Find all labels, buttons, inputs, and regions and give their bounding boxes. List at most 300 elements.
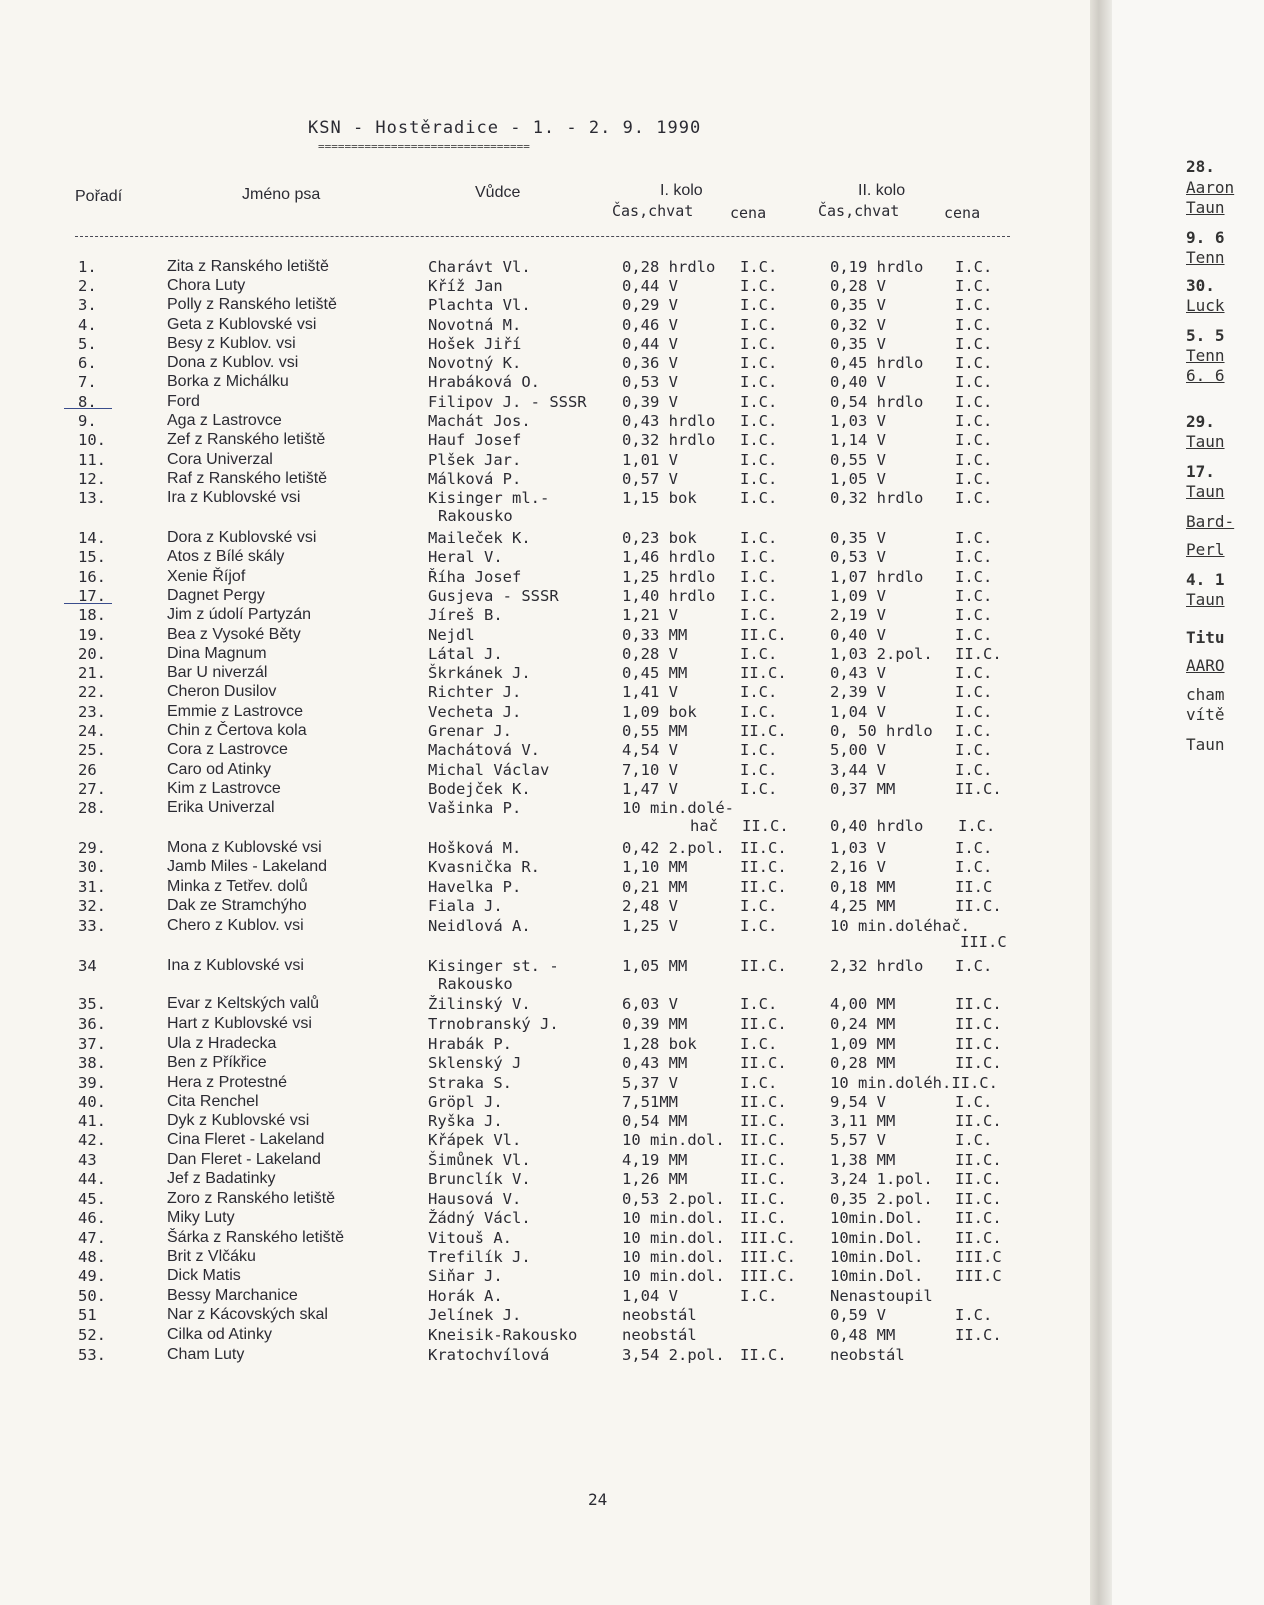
table-row bbox=[0, 1325, 1090, 1345]
rank: 20. bbox=[78, 645, 106, 663]
round1-time: 1,40 hrdlo bbox=[622, 587, 716, 605]
round2-time: 0,53 V bbox=[830, 548, 886, 566]
adjacent-page-text: 9. 6 bbox=[1186, 228, 1225, 247]
adjacent-page-text: Aaron bbox=[1186, 178, 1235, 197]
table-row bbox=[0, 353, 1090, 373]
round1-time: 10 min.dol. bbox=[622, 1248, 725, 1266]
handler-name: Plšek Jar. bbox=[428, 451, 522, 469]
round1-time: 0,33 MM bbox=[622, 626, 688, 644]
rank: 18. bbox=[78, 606, 106, 624]
handler-name: Vitouš A. bbox=[428, 1229, 512, 1247]
row-13-handler-cont: Rakousko bbox=[438, 507, 513, 525]
rank: 53. bbox=[78, 1346, 106, 1364]
round1-time: 0,39 MM bbox=[622, 1015, 688, 1033]
table-row bbox=[0, 1150, 1090, 1170]
row-28-p1-cont: II.C. bbox=[742, 817, 789, 835]
dog-name: Borka z Michálku bbox=[167, 373, 289, 390]
table-row bbox=[0, 1111, 1090, 1131]
table-row bbox=[0, 1228, 1090, 1248]
handler-name: Jelínek J. bbox=[428, 1306, 522, 1324]
round2-time: 4,00 MM bbox=[830, 995, 896, 1013]
dog-name: Cita Renchel bbox=[167, 1093, 259, 1110]
round1-time: 0,32 hrdlo bbox=[622, 431, 716, 449]
round1-time: 0,55 MM bbox=[622, 722, 688, 740]
title-underline: ================================ bbox=[318, 140, 530, 153]
table-row bbox=[0, 1073, 1090, 1093]
round1-prize: I.C. bbox=[740, 451, 778, 469]
table-row bbox=[0, 625, 1090, 645]
dog-name: Raf z Ranského letiště bbox=[167, 470, 328, 487]
round1-prize: I.C. bbox=[740, 489, 778, 507]
dog-name: Zef z Ranského letiště bbox=[167, 431, 326, 448]
round2-prize: I.C. bbox=[955, 858, 993, 876]
round1-prize: III.C. bbox=[740, 1248, 796, 1266]
handler-name: Fiala J. bbox=[428, 897, 503, 915]
round1-prize: II.C. bbox=[740, 1054, 787, 1072]
rank: 10. bbox=[78, 431, 106, 449]
round2-time: 9,54 V bbox=[830, 1093, 886, 1111]
dog-name: Cora Univerzal bbox=[167, 451, 273, 468]
round1-time: 0,23 bok bbox=[622, 529, 697, 547]
adjacent-page-text: Taun bbox=[1186, 590, 1225, 609]
handler-name: Hošková M. bbox=[428, 839, 522, 857]
round1-prize: I.C. bbox=[740, 995, 778, 1013]
table-row bbox=[0, 1266, 1090, 1286]
dog-name: Cora z Lastrovce bbox=[167, 741, 288, 758]
round2-prize: II.C. bbox=[955, 1190, 1002, 1208]
round1-prize: II.C. bbox=[740, 1151, 787, 1169]
dog-name: Aga z Lastrovce bbox=[167, 412, 282, 429]
round1-prize: II.C. bbox=[740, 1209, 787, 1227]
adjacent-page-text: 30. bbox=[1186, 276, 1215, 295]
handler-name: Machát Jos. bbox=[428, 412, 531, 430]
round2-time: 2,39 V bbox=[830, 683, 886, 701]
round1-prize: II.C. bbox=[740, 1190, 787, 1208]
handler-name: Hauf Josef bbox=[428, 431, 522, 449]
handler-name: Hrabáková O. bbox=[428, 373, 540, 391]
adjacent-page-text: Tenn bbox=[1186, 248, 1225, 267]
table-row bbox=[0, 1208, 1090, 1228]
handler-name: Ryška J. bbox=[428, 1112, 503, 1130]
handler-name: Nejdl bbox=[428, 626, 475, 644]
round1-time: 4,54 V bbox=[622, 741, 678, 759]
round2-time: 0,28 V bbox=[830, 277, 886, 295]
dog-name: Geta z Kublovské vsi bbox=[167, 316, 317, 333]
header-cena1: cena bbox=[730, 204, 767, 222]
round2-prize: I.C. bbox=[955, 683, 993, 701]
rank: 47. bbox=[78, 1229, 106, 1247]
round2-prize: I.C. bbox=[955, 258, 993, 276]
table-row bbox=[0, 1286, 1090, 1306]
table-row bbox=[0, 276, 1090, 296]
book-gutter bbox=[1090, 0, 1112, 1605]
round1-time: 0,43 hrdlo bbox=[622, 412, 716, 430]
round2-prize: I.C. bbox=[955, 451, 993, 469]
rank: 21. bbox=[78, 664, 106, 682]
dog-name: Ford bbox=[167, 393, 200, 410]
rank: 24. bbox=[78, 722, 106, 740]
round1-prize: I.C. bbox=[740, 606, 778, 624]
round2-time: 10 min.doléhač. bbox=[830, 917, 970, 935]
rank: 2. bbox=[78, 277, 97, 295]
round2-prize: II.C. bbox=[955, 1326, 1002, 1344]
table-row bbox=[0, 663, 1090, 683]
dog-name: Jim z údolí Partyzán bbox=[167, 606, 312, 623]
round2-prize: I.C. bbox=[955, 412, 993, 430]
rank: 11. bbox=[78, 451, 106, 469]
rank: 13. bbox=[78, 489, 106, 507]
rank: 31. bbox=[78, 878, 106, 896]
handler-name: Křápek Vl. bbox=[428, 1131, 522, 1149]
handler-name: Žilinský V. bbox=[428, 995, 531, 1013]
handler-name: Kisinger ml.- bbox=[428, 489, 550, 507]
round2-prize: I.C. bbox=[955, 703, 993, 721]
round2-time: 1,03 2.pol. bbox=[830, 645, 933, 663]
round2-time: 10 min.doléh.II.C. bbox=[830, 1074, 998, 1092]
dog-name: Hart z Kublovské vsi bbox=[167, 1015, 312, 1032]
rank: 50. bbox=[78, 1287, 106, 1305]
table-row bbox=[0, 916, 1090, 936]
round2-time: 0,32 V bbox=[830, 316, 886, 334]
header-cas2: Čas,chvat bbox=[818, 202, 900, 220]
round1-time: 1,28 bok bbox=[622, 1035, 697, 1053]
table-row bbox=[0, 488, 1090, 508]
dog-name: Dak ze Stramchýho bbox=[167, 897, 307, 914]
round2-time: 1,03 V bbox=[830, 839, 886, 857]
round2-prize: I.C. bbox=[955, 393, 993, 411]
round2-prize: I.C. bbox=[955, 489, 993, 507]
rank: 44. bbox=[78, 1170, 106, 1188]
round2-prize: II.C. bbox=[955, 1035, 1002, 1053]
rank: 45. bbox=[78, 1190, 106, 1208]
handler-name: Sklenský J bbox=[428, 1054, 522, 1072]
round1-prize: II.C. bbox=[740, 1131, 787, 1149]
dog-name: Chin z Čertova kola bbox=[167, 722, 307, 739]
handler-name: Gusjeva - SSSR bbox=[428, 587, 559, 605]
round1-time: 0,28 hrdlo bbox=[622, 258, 716, 276]
round1-time: 1,26 MM bbox=[622, 1170, 688, 1188]
round2-prize: II.C. bbox=[955, 995, 1002, 1013]
handler-name: Maileček K. bbox=[428, 529, 531, 547]
round1-prize: II.C. bbox=[740, 878, 787, 896]
round1-prize: I.C. bbox=[740, 393, 778, 411]
handler-name: Hausová V. bbox=[428, 1190, 522, 1208]
dog-name: Ben z Příkřice bbox=[167, 1054, 267, 1071]
table-row bbox=[0, 1130, 1090, 1150]
dog-name: Nar z Kácovských skal bbox=[167, 1306, 328, 1323]
round2-prize: III.C bbox=[955, 1267, 1002, 1285]
round1-prize: II.C. bbox=[740, 722, 787, 740]
round1-prize: I.C. bbox=[740, 897, 778, 915]
dog-name: Zita z Ranského letiště bbox=[167, 258, 329, 275]
table-row bbox=[0, 567, 1090, 587]
round2-time: Nenastoupil bbox=[830, 1287, 933, 1305]
round2-prize: I.C. bbox=[955, 606, 993, 624]
header-cena2: cena bbox=[944, 204, 981, 222]
round2-time: 10min.Dol. bbox=[830, 1267, 924, 1285]
round1-time: 1,25 V bbox=[622, 917, 678, 935]
table-row bbox=[0, 469, 1090, 489]
round1-prize: I.C. bbox=[740, 761, 778, 779]
round2-time: 2,19 V bbox=[830, 606, 886, 624]
round1-time: 7,10 V bbox=[622, 761, 678, 779]
rank: 27. bbox=[78, 780, 106, 798]
round1-time: 0,39 V bbox=[622, 393, 678, 411]
round2-prize: I.C. bbox=[955, 1093, 993, 1111]
rank: 30. bbox=[78, 858, 106, 876]
dog-name: Dagnet Pergy bbox=[167, 587, 265, 604]
table-row bbox=[0, 740, 1090, 760]
dog-name: Miky Luty bbox=[167, 1209, 235, 1226]
round1-prize: I.C. bbox=[740, 683, 778, 701]
round2-prize: II.C. bbox=[955, 1015, 1002, 1033]
dog-name: Xenie Říjof bbox=[167, 568, 246, 585]
dog-name: Brit z Vlčáku bbox=[167, 1248, 256, 1265]
table-row bbox=[0, 1034, 1090, 1054]
table-row bbox=[0, 760, 1090, 780]
handler-name: Kneisik-Rakousko bbox=[428, 1326, 578, 1344]
round1-time: 0,29 V bbox=[622, 296, 678, 314]
dog-name: Dona z Kublov. vsi bbox=[167, 354, 299, 371]
table-row bbox=[0, 1345, 1090, 1365]
rank: 41. bbox=[78, 1112, 106, 1130]
round2-prize: II.C. bbox=[955, 1151, 1002, 1169]
rank: 6. bbox=[78, 354, 97, 372]
adjacent-page-text: Luck bbox=[1186, 296, 1225, 315]
round1-time: 1,41 V bbox=[622, 683, 678, 701]
round1-time: 0,53 2.pol. bbox=[622, 1190, 725, 1208]
round2-prize: I.C. bbox=[955, 839, 993, 857]
dog-name: Ira z Kublovské vsi bbox=[167, 489, 301, 506]
round2-prize: II.C. bbox=[955, 1229, 1002, 1247]
pen-mark-17 bbox=[64, 603, 112, 604]
table-row bbox=[0, 877, 1090, 897]
round1-time: 0,57 V bbox=[622, 470, 678, 488]
dog-name: Jamb Miles - Lakeland bbox=[167, 858, 328, 875]
rank: 4. bbox=[78, 316, 97, 334]
round2-time: 3,11 MM bbox=[830, 1112, 896, 1130]
round2-time: 10min.Dol. bbox=[830, 1229, 924, 1247]
round2-prize: II.C bbox=[955, 878, 993, 896]
table-row bbox=[0, 586, 1090, 606]
round2-time: 0,35 V bbox=[830, 296, 886, 314]
round2-time: 5,57 V bbox=[830, 1131, 886, 1149]
round2-time: 10min.Dol. bbox=[830, 1209, 924, 1227]
round2-prize: I.C. bbox=[955, 470, 993, 488]
rank: 43 bbox=[78, 1151, 97, 1169]
round2-prize: I.C. bbox=[955, 1131, 993, 1149]
round1-time: 0,21 MM bbox=[622, 878, 688, 896]
handler-name: Šimůnek Vl. bbox=[428, 1151, 531, 1169]
round1-prize: I.C. bbox=[740, 780, 778, 798]
round2-time: 1,38 MM bbox=[830, 1151, 896, 1169]
round1-time: 0,28 V bbox=[622, 645, 678, 663]
round2-prize: I.C. bbox=[955, 1306, 993, 1324]
round2-time: 3,44 V bbox=[830, 761, 886, 779]
handler-name: Kisinger st. - bbox=[428, 957, 559, 975]
dog-name: Erika Univerzal bbox=[167, 799, 275, 816]
round1-time: 0,54 MM bbox=[622, 1112, 688, 1130]
table-row bbox=[0, 547, 1090, 567]
round2-prize: I.C. bbox=[955, 587, 993, 605]
round2-time: 10min.Dol. bbox=[830, 1248, 924, 1266]
round1-prize: I.C. bbox=[740, 1035, 778, 1053]
round1-time: 5,37 V bbox=[622, 1074, 678, 1092]
rank: 7. bbox=[78, 373, 97, 391]
round1-time: 10 min.dol. bbox=[622, 1229, 725, 1247]
round2-prize: II.C. bbox=[955, 1209, 1002, 1227]
round2-time: 1,14 V bbox=[830, 431, 886, 449]
round1-prize: I.C. bbox=[740, 258, 778, 276]
dog-name: Cilka od Atinky bbox=[167, 1326, 272, 1343]
dog-name: Mona z Kublovské vsi bbox=[167, 839, 322, 856]
table-row bbox=[0, 798, 1090, 818]
handler-name: Škrkánek J. bbox=[428, 664, 531, 682]
rank: 37. bbox=[78, 1035, 106, 1053]
rank: 48. bbox=[78, 1248, 106, 1266]
round1-prize: II.C. bbox=[740, 839, 787, 857]
rank: 33. bbox=[78, 917, 106, 935]
handler-name: Hrabák P. bbox=[428, 1035, 512, 1053]
table-row bbox=[0, 956, 1090, 976]
round2-time: 3,24 1.pol. bbox=[830, 1170, 933, 1188]
rank: 8. bbox=[78, 393, 97, 411]
handler-name: Filipov J. - SSSR bbox=[428, 393, 587, 411]
round1-prize: III.C. bbox=[740, 1229, 796, 1247]
dog-name: Bar U niverzál bbox=[167, 664, 268, 681]
round1-prize: I.C. bbox=[740, 529, 778, 547]
handler-name: Charávt Vl. bbox=[428, 258, 531, 276]
round2-time: 0,35 2.pol. bbox=[830, 1190, 933, 1208]
round2-time: 5,00 V bbox=[830, 741, 886, 759]
handler-name: Látal J. bbox=[428, 645, 503, 663]
handler-name: Říha Josef bbox=[428, 568, 522, 586]
handler-name: Jíreš B. bbox=[428, 606, 503, 624]
table-row bbox=[0, 1092, 1090, 1112]
adjacent-page-text: Taun bbox=[1186, 482, 1225, 501]
rank: 19. bbox=[78, 626, 106, 644]
rank: 52. bbox=[78, 1326, 106, 1344]
rank: 1. bbox=[78, 258, 97, 276]
round2-prize: I.C. bbox=[955, 431, 993, 449]
table-row bbox=[0, 334, 1090, 354]
round1-prize: I.C. bbox=[740, 548, 778, 566]
round1-prize: I.C. bbox=[740, 412, 778, 430]
dog-name: Dyk z Kublovské vsi bbox=[167, 1112, 310, 1129]
round1-prize: I.C. bbox=[740, 296, 778, 314]
handler-name: Málková P. bbox=[428, 470, 522, 488]
table-row bbox=[0, 644, 1090, 664]
round1-time: neobstál bbox=[622, 1306, 697, 1324]
round1-prize: I.C. bbox=[740, 568, 778, 586]
handler-name: Grenar J. bbox=[428, 722, 512, 740]
dog-name: Cheron Dusilov bbox=[167, 683, 277, 700]
dog-name: Bessy Marchanice bbox=[167, 1287, 298, 1304]
dog-name: Chora Luty bbox=[167, 277, 246, 294]
round2-prize: I.C. bbox=[955, 761, 993, 779]
round1-prize: I.C. bbox=[740, 917, 778, 935]
round1-time: 1,46 hrdlo bbox=[622, 548, 716, 566]
round2-time: 0,59 V bbox=[830, 1306, 886, 1324]
round1-time: 1,04 V bbox=[622, 1287, 678, 1305]
rank: 3. bbox=[78, 296, 97, 314]
header-kolo2: II. kolo bbox=[858, 182, 906, 199]
handler-name: Straka S. bbox=[428, 1074, 512, 1092]
table-row bbox=[0, 372, 1090, 392]
adjacent-page-text: 6. 6 bbox=[1186, 366, 1225, 385]
round1-time: 10 min.dolé- bbox=[622, 799, 734, 817]
round2-time: 0,55 V bbox=[830, 451, 886, 469]
round1-time: 10 min.dol. bbox=[622, 1209, 725, 1227]
round1-prize: I.C. bbox=[740, 335, 778, 353]
round1-prize: III.C. bbox=[740, 1267, 796, 1285]
table-row bbox=[0, 1305, 1090, 1325]
header-kolo1: I. kolo bbox=[660, 182, 703, 199]
handler-name: Horák A. bbox=[428, 1287, 503, 1305]
rank: 26 bbox=[78, 761, 97, 779]
table-row bbox=[0, 682, 1090, 702]
round2-prize: II.C. bbox=[955, 1170, 1002, 1188]
round1-time: 1,25 hrdlo bbox=[622, 568, 716, 586]
round1-prize: II.C. bbox=[740, 957, 787, 975]
rank: 23. bbox=[78, 703, 106, 721]
table-row bbox=[0, 857, 1090, 877]
round2-prize: II.C. bbox=[955, 1112, 1002, 1130]
round1-time: 0,36 V bbox=[622, 354, 678, 372]
round1-time: 0,53 V bbox=[622, 373, 678, 391]
dog-name: Dina Magnum bbox=[167, 645, 267, 662]
round2-time: 0,28 MM bbox=[830, 1054, 896, 1072]
handler-name: Kratochvílová bbox=[428, 1346, 550, 1364]
handler-name: Gröpl J. bbox=[428, 1093, 503, 1111]
rank: 40. bbox=[78, 1093, 106, 1111]
adjacent-page-text: Taun bbox=[1186, 735, 1225, 754]
round1-time: 6,03 V bbox=[622, 995, 678, 1013]
table-row bbox=[0, 430, 1090, 450]
round1-time: 0,44 V bbox=[622, 277, 678, 295]
dog-name: Caro od Atinky bbox=[167, 761, 272, 778]
adjacent-page-text: 17. bbox=[1186, 462, 1215, 481]
handler-name: Vašinka P. bbox=[428, 799, 522, 817]
dog-name: Minka z Tetřev. dolů bbox=[167, 878, 308, 895]
rank: 5. bbox=[78, 335, 97, 353]
round2-prize: I.C. bbox=[955, 316, 993, 334]
round1-time: 0,43 MM bbox=[622, 1054, 688, 1072]
round1-time: 1,09 bok bbox=[622, 703, 697, 721]
table-row bbox=[0, 721, 1090, 741]
header-vudce: Vůdce bbox=[475, 184, 521, 201]
table-row bbox=[0, 838, 1090, 858]
round1-time: neobstál bbox=[622, 1326, 697, 1344]
row-28-t1-cont: hač bbox=[690, 817, 718, 835]
adjacent-page-text: Taun bbox=[1186, 432, 1225, 451]
round1-prize: I.C. bbox=[740, 316, 778, 334]
handler-name: Novotná M. bbox=[428, 316, 522, 334]
handler-name: Machátová V. bbox=[428, 741, 540, 759]
round2-time: 1,04 V bbox=[830, 703, 886, 721]
round2-prize: II.C. bbox=[955, 780, 1002, 798]
handler-name: Heral V. bbox=[428, 548, 503, 566]
round1-time: 1,21 V bbox=[622, 606, 678, 624]
dog-name: Emmie z Lastrovce bbox=[167, 703, 304, 720]
handler-name: Trefilík J. bbox=[428, 1248, 531, 1266]
page-number: 24 bbox=[588, 1490, 608, 1509]
handler-name: Trnobranský J. bbox=[428, 1015, 559, 1033]
round1-prize: I.C. bbox=[740, 277, 778, 295]
round2-time: 0,40 V bbox=[830, 373, 886, 391]
handler-name: Siňar J. bbox=[428, 1267, 503, 1285]
round1-prize: II.C. bbox=[740, 858, 787, 876]
